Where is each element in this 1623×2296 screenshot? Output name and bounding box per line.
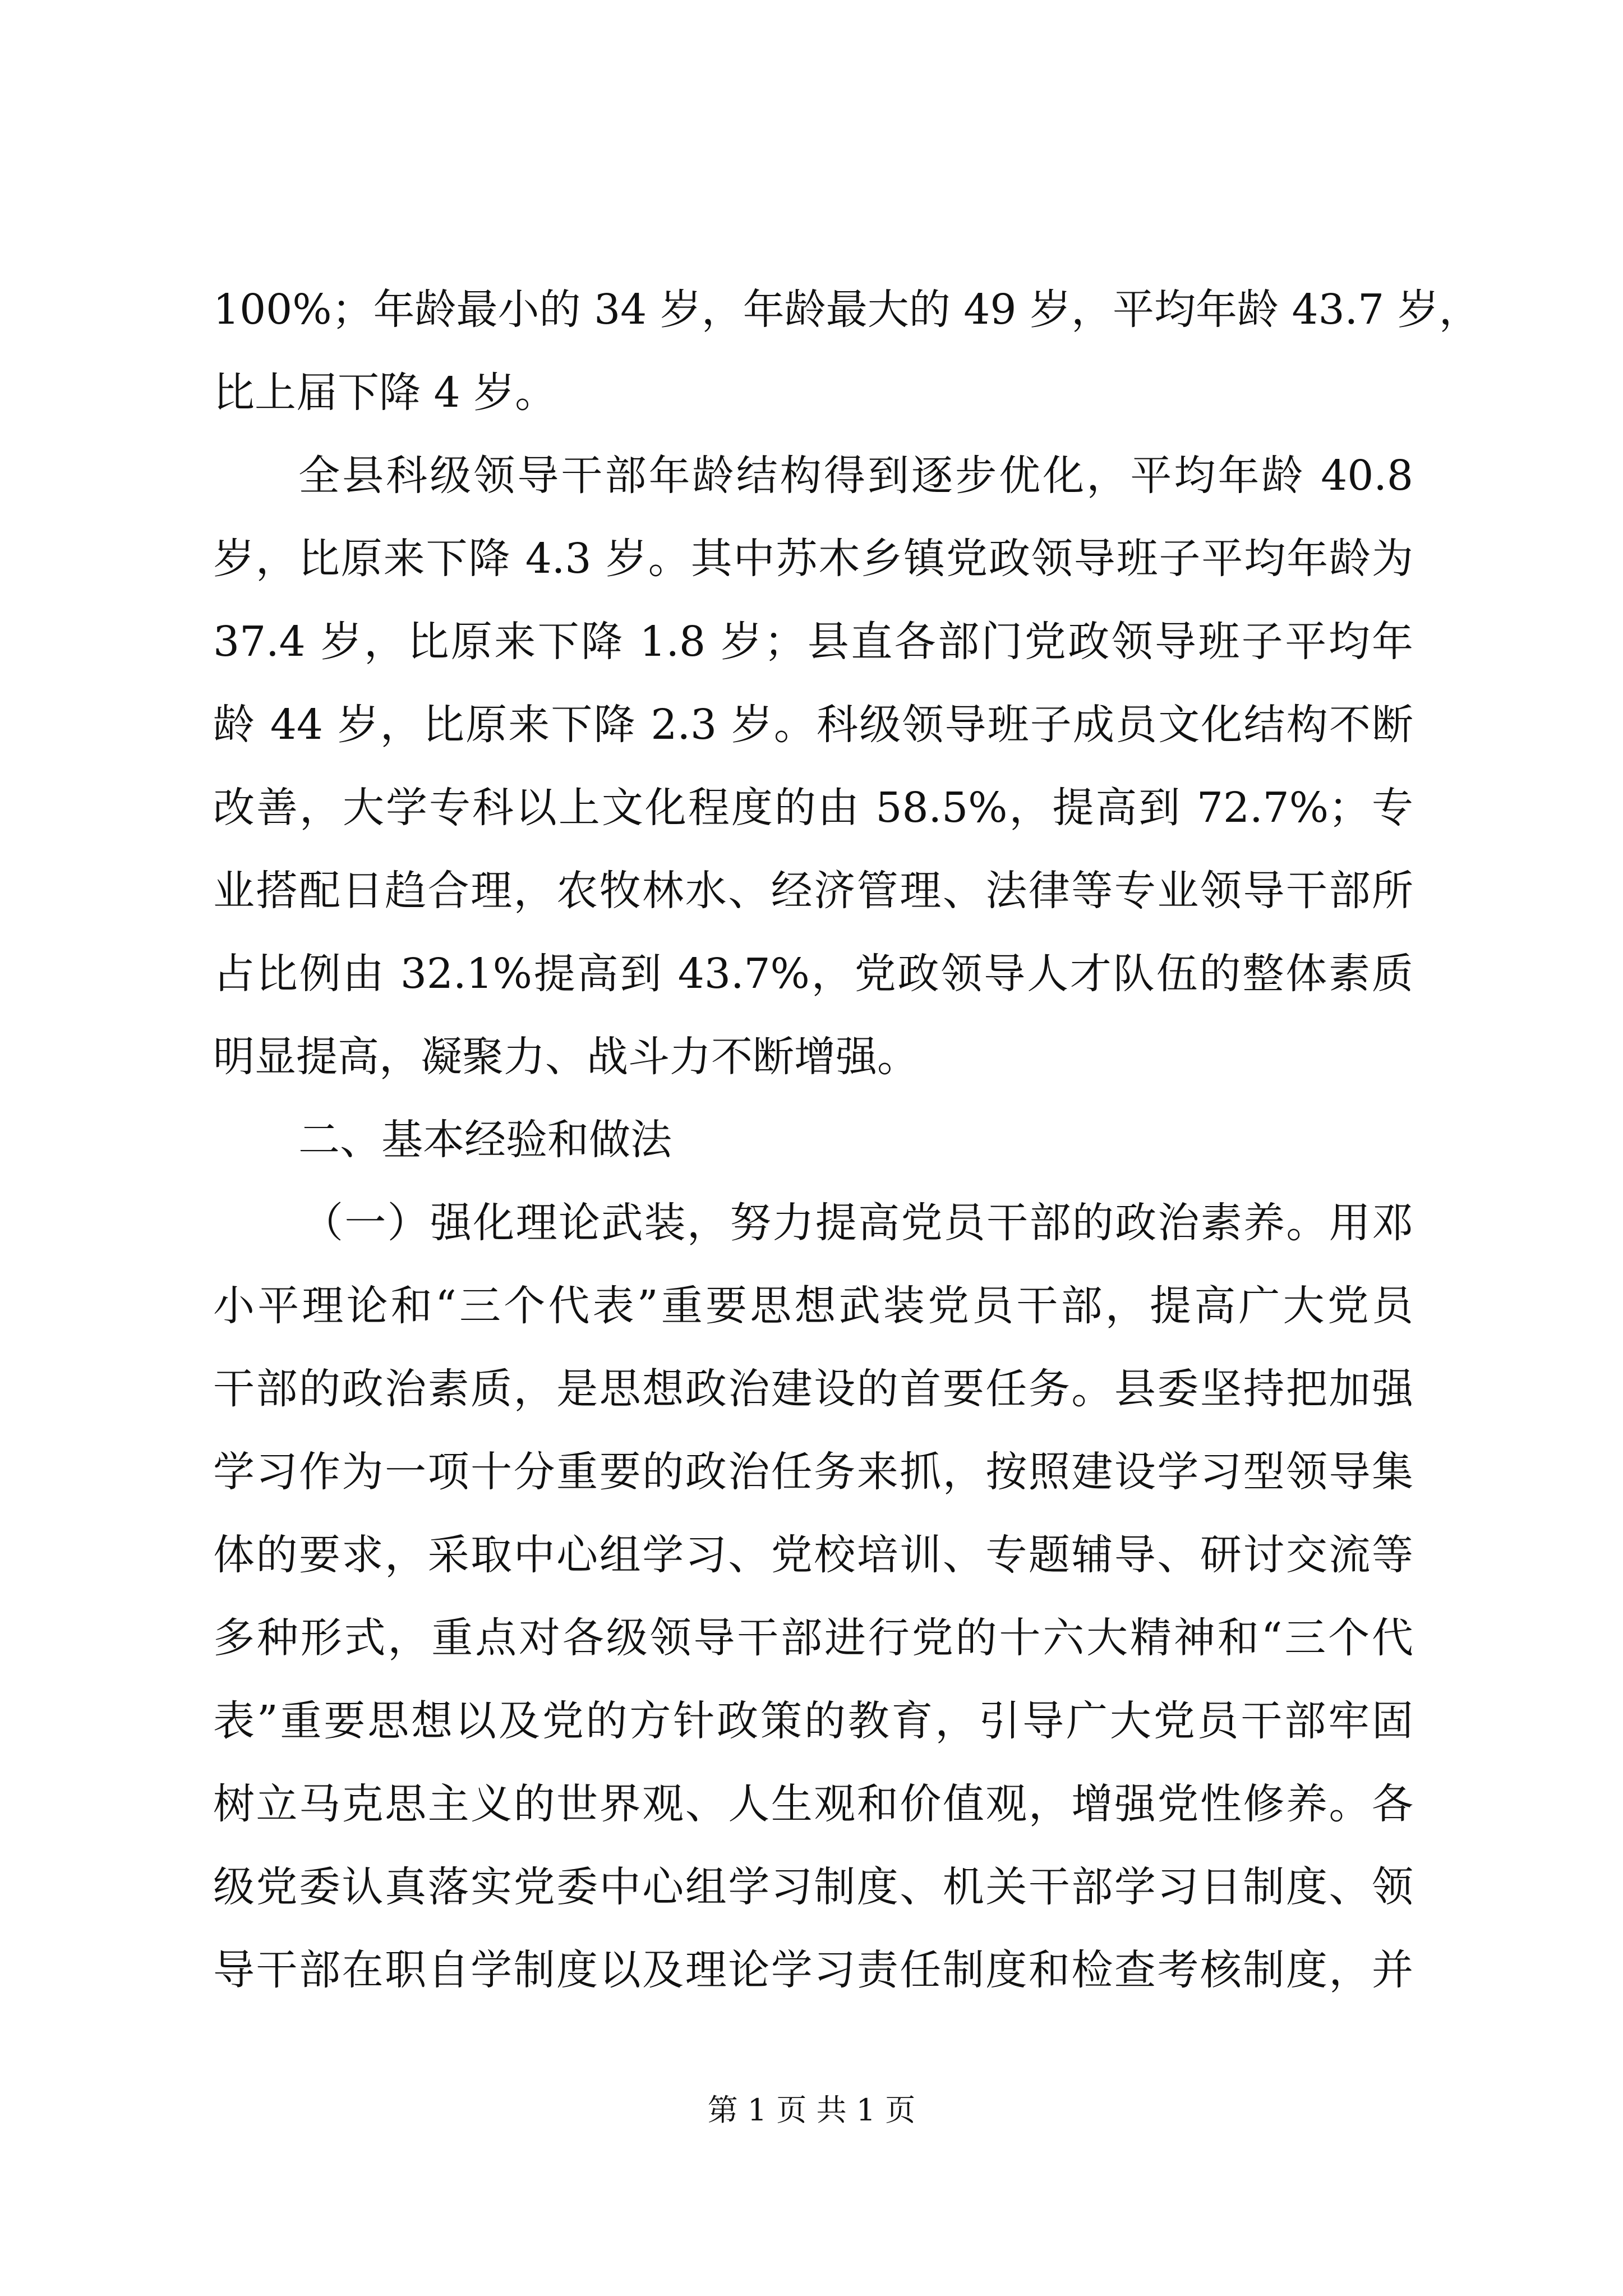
text-line: 占比例由 32.1%提高到 43.7%，党政领导人才队伍的整体素质 — [213, 950, 1413, 998]
page-number-label: 第 1 页 共 1 页 — [707, 2092, 916, 2128]
text-line: 37.4 岁，比原来下降 1.8 岁；县直各部门党政领导班子平均年 — [213, 618, 1413, 666]
page-footer — [0, 2088, 1623, 2133]
text-line: 改善，大学专科以上文化程度的由 58.5%，提高到 72.7%；专 — [213, 784, 1413, 832]
text-line: 学习作为一项十分重要的政治任务来抓，按照建设学习型领导集 — [213, 1448, 1413, 1496]
text-line: 级党委认真落实党委中心组学习制度、机关干部学习日制度、领 — [213, 1863, 1413, 1911]
text-line: 100%；年龄最小的 34 岁，年龄最大的 49 岁，平均年龄 43.7 岁， — [213, 286, 1481, 334]
section-heading: 二、基本经验和做法 — [298, 1116, 672, 1164]
text-line: 明显提高，凝聚力、战斗力不断增强。 — [213, 1033, 919, 1081]
text-line: 树立马克思主义的世界观、人生观和价值观，增强党性修养。各 — [213, 1780, 1413, 1828]
text-line: 业搭配日趋合理，农牧林水、经济管理、法律等专业领导干部所 — [213, 867, 1413, 915]
text-line: 干部的政治素质，是思想政治建设的首要任务。县委坚持把加强 — [213, 1365, 1413, 1413]
text-line: 导干部在职自学制度以及理论学习责任制度和检查考核制度，并 — [213, 1946, 1413, 1994]
paragraph-first-line: 全县科级领导干部年龄结构得到逐步优化，平均年龄 40.8 — [298, 452, 1413, 500]
text-line: 表”重要思想以及党的方针政策的教育，引导广大党员干部牢固 — [213, 1697, 1413, 1745]
text-line: 岁，比原来下降 4.3 岁。其中苏木乡镇党政领导班子平均年龄为 — [213, 535, 1413, 583]
document-body — [213, 268, 1481, 2012]
text-line: 体的要求，采取中心组学习、党校培训、专题辅导、研讨交流等 — [213, 1531, 1413, 1579]
text-line: 比上届下降 4 岁。 — [213, 369, 557, 417]
subsection-heading-line: （一）强化理论武装，努力提高党员干部的政治素养。用邓 — [302, 1199, 1413, 1247]
text-line: 龄 44 岁，比原来下降 2.3 岁。科级领导班子成员文化结构不断 — [213, 701, 1413, 749]
text-line: 多种形式，重点对各级领导干部进行党的十六大精神和“三个代 — [213, 1614, 1413, 1662]
text-line: 小平理论和“三个代表”重要思想武装党员干部，提高广大党员 — [213, 1282, 1413, 1330]
